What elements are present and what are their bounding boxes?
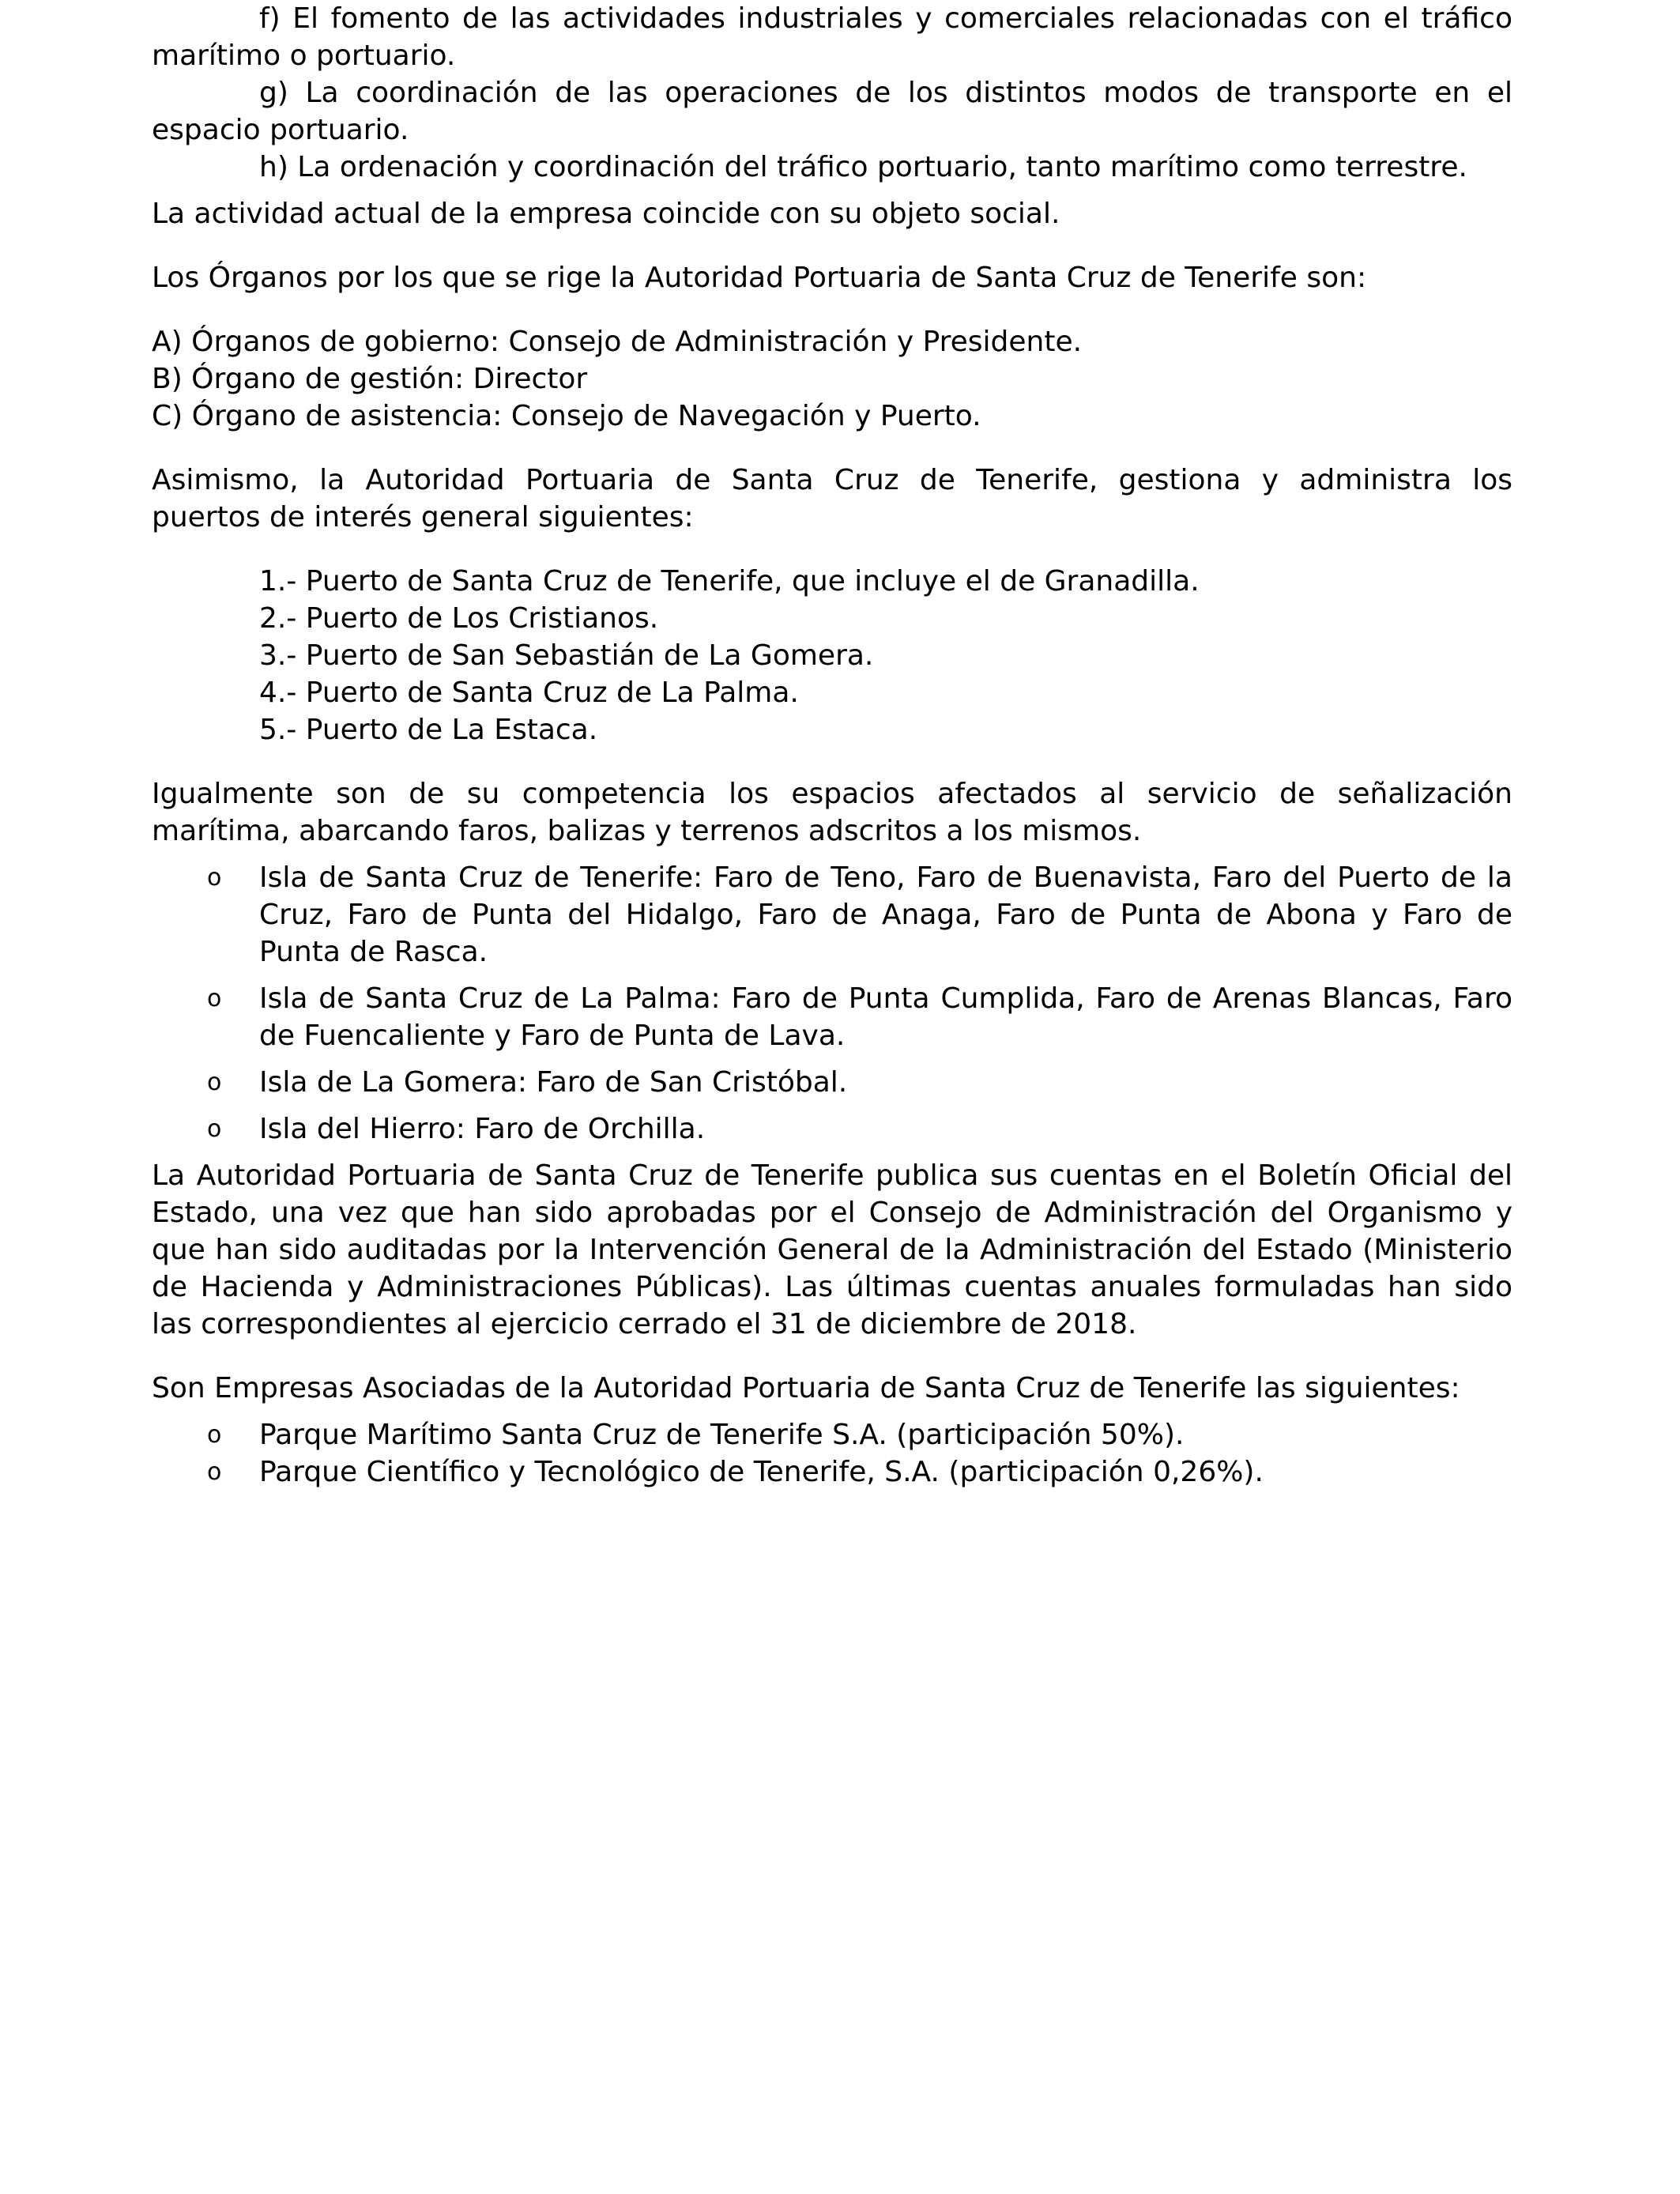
organs-list — [152, 323, 1512, 435]
associated-text: Parque Científico y Tecnológico de Tenerife, S.A. (participación 0,26%). — [259, 1456, 1264, 1488]
ports-intro-line1: Asimismo, la Autoridad Portuaria de Santa Cruz de Tenerife, gestiona y administra los — [152, 464, 1512, 496]
item-f-line1: f) El fomento de las actividades industriales y comerciales relacionadas con el tráfico — [259, 2, 1512, 35]
accounts-paragraph: La Autoridad Portuaria de Santa Cruz de Tenerife publica sus cuentas en el Boletín Oficial del Estado, una vez que han sido aprobadas por el Consejo de Administración del Organismo y que han sido auditadas por la Intervención General de la Administración del Estado (Ministerio de Hacienda y Administraciones Públicas). Las últimas cuentas anuales formuladas han sido las correspondientes al ejercicio cerrado el 31 de diciembre de 2018. — [152, 1159, 1512, 1340]
lighthouse-text: Isla de La Gomera: Faro de San Cristóbal. — [259, 1066, 848, 1099]
intro-items — [152, 0, 1512, 186]
associated-list — [152, 1416, 1512, 1491]
ports-list — [152, 563, 1512, 748]
document-page — [152, 0, 1512, 1491]
port-item: 3.- Puerto de San Sebastián de La Gomera. — [259, 639, 874, 672]
lighthouse-item — [152, 1110, 1512, 1148]
bullet-icon: o — [207, 1069, 222, 1096]
port-item: 5.- Puerto de La Estaca. — [259, 714, 598, 746]
lighthouse-text: Isla de Santa Cruz de La Palma: Faro de Punta Cumplida, Faro de Arenas Blancas, Faro de Fuencaliente y Faro de Punta de Lava. — [259, 982, 1512, 1052]
ports-intro-line2: puertos de interés general siguientes: — [152, 501, 694, 533]
bullet-icon: o — [207, 985, 222, 1012]
item-g-line2: espacio portuario. — [152, 114, 409, 146]
item-f-line2: marítimo o portuario. — [152, 40, 456, 72]
lighthouses-list — [152, 859, 1512, 1148]
organ-item: B) Órgano de gestión: Director — [152, 363, 588, 395]
lighthouse-item — [152, 980, 1512, 1054]
bullet-icon: o — [207, 864, 222, 892]
item-g-line1: g) La coordinación de las operaciones de los distintos modos de transporte en el — [259, 77, 1512, 109]
lighthouse-item — [152, 859, 1512, 971]
bullet-icon: o — [207, 1421, 222, 1449]
associated-intro: Son Empresas Asociadas de la Autoridad Portuaria de Santa Cruz de Tenerife las siguientes: — [152, 1372, 1460, 1404]
port-item: 1.- Puerto de Santa Cruz de Tenerife, que incluye el de Granadilla. — [259, 565, 1200, 598]
associated-item — [152, 1416, 1512, 1453]
port-item: 4.- Puerto de Santa Cruz de La Palma. — [259, 677, 799, 709]
organs-intro: Los Órganos por los que se rige la Autoridad Portuaria de Santa Cruz de Tenerife son: — [152, 262, 1367, 294]
organ-item: A) Órganos de gobierno: Consejo de Administración y Presidente. — [152, 326, 1083, 358]
activity-paragraph: La actividad actual de la empresa coincide con su objeto social. — [152, 198, 1060, 230]
associated-item — [152, 1453, 1512, 1491]
item-h: h) La ordenación y coordinación del tráfico portuario, tanto marítimo como terrestre. — [259, 151, 1467, 183]
lighthouses-intro-line2: marítima, abarcando faros, balizas y terrenos adscritos a los mismos. — [152, 815, 1142, 847]
lighthouse-text: Isla de Santa Cruz de Tenerife: Faro de Teno, Faro de Buenavista, Faro del Puerto de la Cruz, Faro de Punta del Hidalgo, Faro de Anaga, Faro de Punta de Abona y Faro de Punta de Rasca. — [259, 861, 1512, 968]
organ-item: C) Órgano de asistencia: Consejo de Navegación y Puerto. — [152, 400, 981, 432]
port-item: 2.- Puerto de Los Cristianos. — [259, 602, 659, 635]
lighthouse-text: Isla del Hierro: Faro de Orchilla. — [259, 1113, 706, 1145]
bullet-icon: o — [207, 1115, 222, 1143]
bullet-icon: o — [207, 1458, 222, 1486]
associated-text: Parque Marítimo Santa Cruz de Tenerife S.A. (participación 50%). — [259, 1419, 1185, 1451]
lighthouse-item — [152, 1064, 1512, 1101]
lighthouses-intro-line1: Igualmente son de su competencia los espacios afectados al servicio de señalización — [152, 778, 1512, 810]
